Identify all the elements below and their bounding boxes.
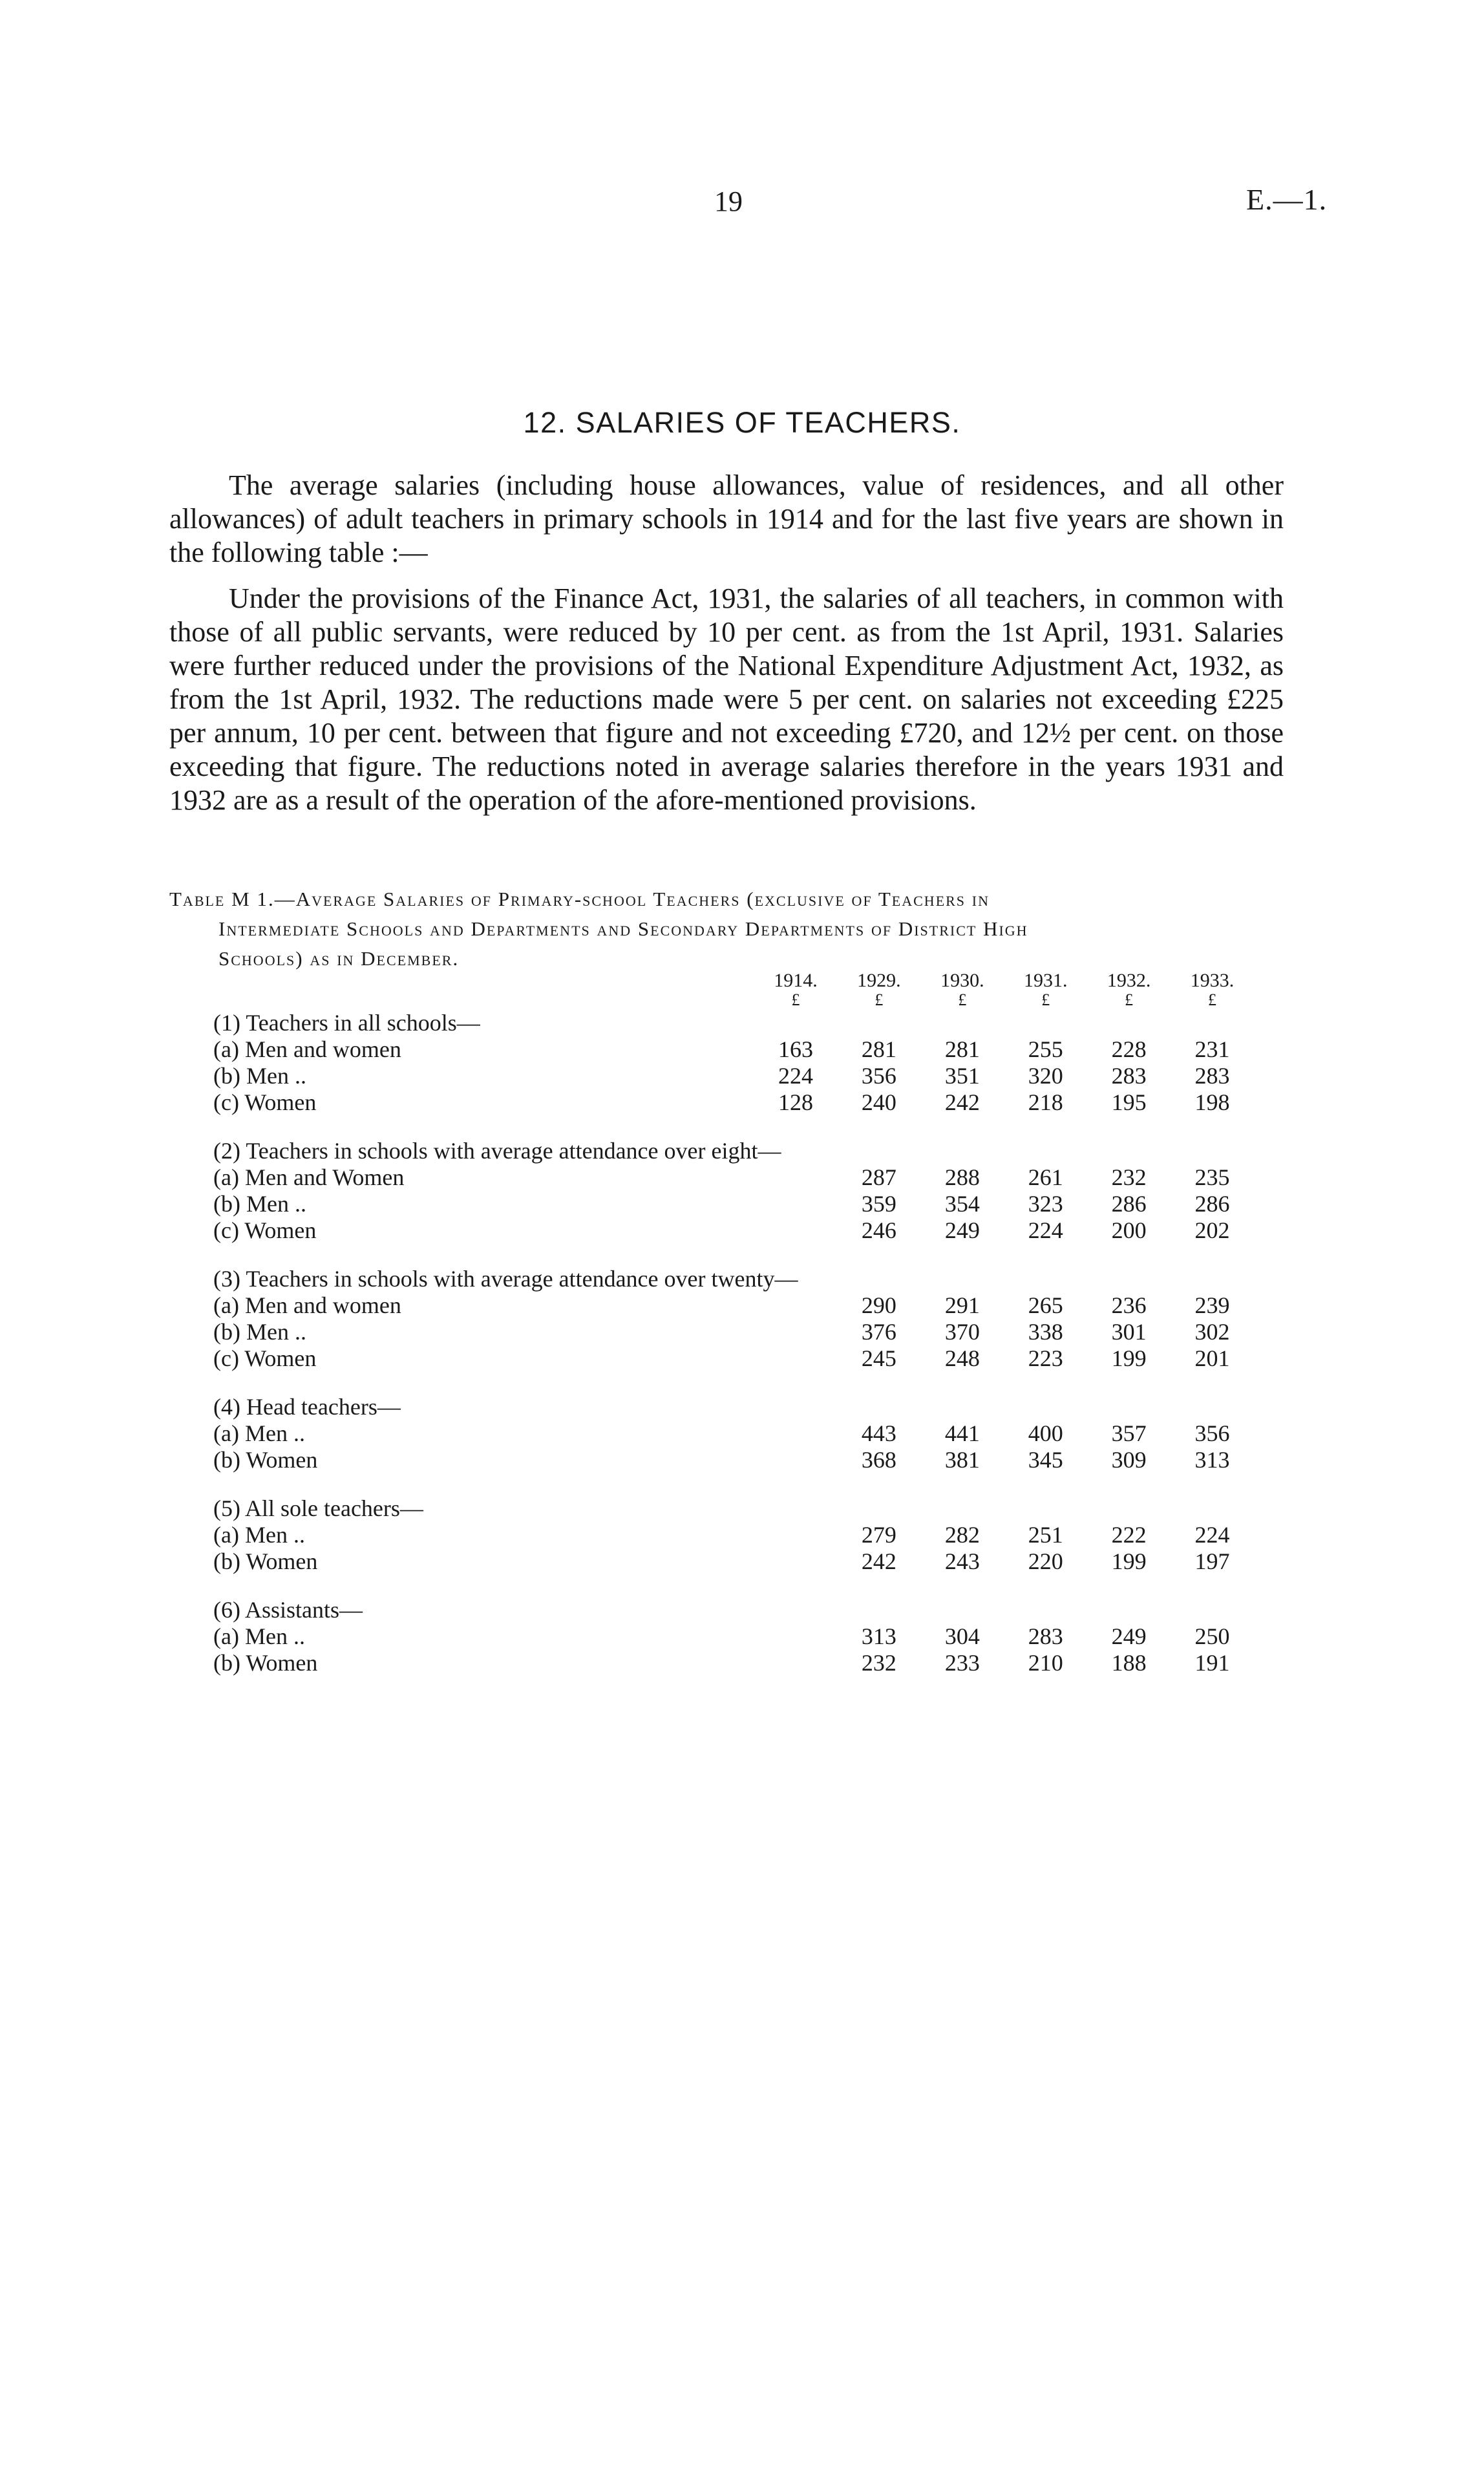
- intro-paragraph: The average salaries (including house allowances, value of residences, and all other allowances) of adult teachers in primary schools in 1914 and for the last five years are shown in the following table :—: [169, 469, 1284, 568]
- salary-cell: [754, 1447, 838, 1473]
- group-label: (1) Teachers in all schools—: [213, 1010, 480, 1036]
- salary-cell: [754, 1217, 838, 1244]
- salary-cell: 198: [1194, 1089, 1230, 1115]
- salary-cell: 376: [861, 1319, 896, 1345]
- salary-cell: 250: [1194, 1623, 1230, 1649]
- salary-cell: 222: [1111, 1522, 1147, 1548]
- salary-cell: [754, 1548, 838, 1575]
- row-label: (b) Women: [213, 1650, 318, 1676]
- table-row: [213, 1623, 1254, 1650]
- group-label-row: [213, 1266, 1254, 1292]
- salary-cell: 323: [1028, 1191, 1063, 1217]
- salary-cell: 286: [1111, 1191, 1147, 1217]
- reductions-paragraph: Under the provisions of the Finance Act, 1931, the salaries of all teachers, in common with those of all public servants, were reduced by 10 per cent. as from the 1st April, 1931. Salaries were further reduced under the provisions of the National Expenditure Adjustment Act, 1932, as from the 1st April, 1932. The reductions made were 5 per cent. on salaries not exceeding £225 per annum, 10 per cent. between that figure and not exceeding £720, and 12½ per cent. on those exceeding that figure. The reductions noted in average salaries therefore in the years 1931 and 1932 are as a result of the operation of the afore-mentioned provisions.: [169, 583, 1284, 816]
- salary-cell: 357: [1111, 1420, 1147, 1446]
- row-label: (a) Men ..: [213, 1420, 305, 1446]
- salary-cell: 218: [1028, 1089, 1063, 1115]
- salary-cell: 309: [1111, 1447, 1147, 1473]
- table-body: [213, 1010, 1254, 1676]
- spacer-cell: [213, 1575, 1254, 1597]
- group-spacer: [213, 1473, 1254, 1495]
- section-heading: 12. SALARIES OF TEACHERS.: [523, 406, 961, 439]
- spacer-cell: [213, 1116, 1254, 1138]
- group-label: (5) All sole teachers—: [213, 1495, 423, 1521]
- salary-cell: [754, 1345, 838, 1372]
- salary-cell: 283: [1028, 1623, 1063, 1649]
- salary-cell: 232: [861, 1650, 896, 1676]
- row-label: (b) Women: [213, 1447, 318, 1473]
- table-caption-line-3: Schools) as in December.: [218, 947, 460, 970]
- salary-cell: [754, 1650, 838, 1676]
- group-label: (3) Teachers in schools with average attendance over twenty—: [213, 1266, 798, 1292]
- salary-cell: 224: [1194, 1522, 1230, 1548]
- salary-cell: 282: [944, 1522, 980, 1548]
- salary-cell: 128: [778, 1089, 813, 1115]
- group-label-row: [213, 1010, 1254, 1036]
- table-row: [213, 1420, 1254, 1447]
- table-caption-line-2: Intermediate Schools and Departments and Secondary Departments of District High: [218, 917, 1028, 940]
- year-header: 1931. £: [1023, 970, 1068, 1009]
- salary-cell: [754, 1191, 838, 1217]
- salary-cell: 283: [1194, 1063, 1230, 1089]
- table-caption-line-1: Table M 1.—Average Salaries of Primary-school Teachers (exclusive of Teachers in: [169, 888, 990, 910]
- salary-cell: 236: [1111, 1292, 1147, 1318]
- row-label: (a) Men and Women: [213, 1164, 405, 1190]
- header-spacer: [213, 971, 754, 1010]
- group-label: (4) Head teachers—: [213, 1394, 401, 1420]
- row-label: (b) Women: [213, 1548, 318, 1574]
- row-label: (a) Men ..: [213, 1623, 305, 1649]
- salary-cell: 281: [861, 1036, 896, 1062]
- salary-cell: 338: [1028, 1319, 1063, 1345]
- salary-cell: 265: [1028, 1292, 1063, 1318]
- row-label: (a) Men and women: [213, 1292, 401, 1318]
- salary-cell: 356: [861, 1063, 896, 1089]
- salary-cell: 291: [944, 1292, 980, 1318]
- spacer-cell: [213, 1244, 1254, 1266]
- year-header: 1932. £: [1107, 970, 1151, 1009]
- salary-cell: 443: [861, 1420, 896, 1446]
- document-reference: E.—1.: [1246, 183, 1328, 216]
- group-label-row: [213, 1394, 1254, 1420]
- salary-cell: 441: [944, 1420, 980, 1446]
- row-label: (c) Women: [213, 1217, 317, 1243]
- salary-cell: 223: [1028, 1345, 1063, 1371]
- salary-cell: 249: [944, 1217, 980, 1243]
- salary-cell: 202: [1194, 1217, 1230, 1243]
- salary-cell: 301: [1111, 1319, 1147, 1345]
- salary-cell: 191: [1194, 1650, 1230, 1676]
- table-caption: [169, 884, 1284, 974]
- year-header: 1930. £: [940, 970, 984, 1009]
- year-header: 1914. £: [774, 970, 818, 1009]
- salary-cell: 231: [1194, 1036, 1230, 1062]
- group-label-row: [213, 1597, 1254, 1623]
- salary-cell: 201: [1194, 1345, 1230, 1371]
- group-label-row: [213, 1138, 1254, 1164]
- salary-cell: 313: [1194, 1447, 1230, 1473]
- table-header-row: [213, 971, 1254, 1010]
- table-row: [213, 1650, 1254, 1676]
- group-spacer: [213, 1575, 1254, 1597]
- salary-cell: 249: [1111, 1623, 1147, 1649]
- group-label: (6) Assistants—: [213, 1597, 363, 1623]
- salary-cell: 356: [1194, 1420, 1230, 1446]
- row-label: (b) Men ..: [213, 1191, 306, 1217]
- salary-cell: 359: [861, 1191, 896, 1217]
- salary-cell: 242: [944, 1089, 980, 1115]
- group-spacer: [213, 1372, 1254, 1394]
- salary-cell: 279: [861, 1522, 896, 1548]
- row-label: (b) Men ..: [213, 1319, 306, 1345]
- salary-cell: 240: [861, 1089, 896, 1115]
- row-label: (c) Women: [213, 1345, 317, 1371]
- table-row: [213, 1164, 1254, 1191]
- salary-cell: 248: [944, 1345, 980, 1371]
- salary-cell: [754, 1522, 838, 1548]
- table-row: [213, 1522, 1254, 1548]
- salary-cell: 232: [1111, 1164, 1147, 1190]
- row-label: (a) Men and women: [213, 1036, 401, 1062]
- group-spacer: [213, 1244, 1254, 1266]
- spacer-cell: [213, 1473, 1254, 1495]
- table-row: [213, 1089, 1254, 1116]
- salary-cell: 163: [778, 1036, 813, 1062]
- table-row: [213, 1191, 1254, 1217]
- page-number: 19: [714, 186, 743, 217]
- salary-cell: 235: [1194, 1164, 1230, 1190]
- table-row: [213, 1036, 1254, 1063]
- salary-cell: 210: [1028, 1650, 1063, 1676]
- salary-cell: 200: [1111, 1217, 1147, 1243]
- salary-cell: 281: [944, 1036, 980, 1062]
- salary-cell: 242: [861, 1548, 896, 1574]
- salary-cell: 320: [1028, 1063, 1063, 1089]
- salary-cell: 304: [944, 1623, 980, 1649]
- salary-cell: [754, 1164, 838, 1191]
- salary-cell: 370: [944, 1319, 980, 1345]
- table-row: [213, 1063, 1254, 1089]
- table-row: [213, 1292, 1254, 1319]
- salary-cell: 302: [1194, 1319, 1230, 1345]
- table-row: [213, 1217, 1254, 1244]
- salary-cell: 243: [944, 1548, 980, 1574]
- salary-cell: 288: [944, 1164, 980, 1190]
- salary-cell: 290: [861, 1292, 896, 1318]
- salary-cell: 381: [944, 1447, 980, 1473]
- salary-cell: 345: [1028, 1447, 1063, 1473]
- salary-cell: 224: [1028, 1217, 1063, 1243]
- salary-cell: 251: [1028, 1522, 1063, 1548]
- row-label: (b) Men ..: [213, 1063, 306, 1089]
- row-label: (c) Women: [213, 1089, 317, 1115]
- salary-cell: 354: [944, 1191, 980, 1217]
- spacer-cell: [213, 1372, 1254, 1394]
- salary-cell: 239: [1194, 1292, 1230, 1318]
- year-header: 1929. £: [857, 970, 901, 1009]
- salary-cell: 286: [1194, 1191, 1230, 1217]
- salary-cell: 246: [861, 1217, 896, 1243]
- salary-cell: 220: [1028, 1548, 1063, 1574]
- salary-cell: 287: [861, 1164, 896, 1190]
- salary-cell: 188: [1111, 1650, 1147, 1676]
- salary-cell: 195: [1111, 1089, 1147, 1115]
- table-row: [213, 1548, 1254, 1575]
- salary-cell: 199: [1111, 1548, 1147, 1574]
- salary-cell: 283: [1111, 1063, 1147, 1089]
- salaries-table: [213, 971, 1254, 1676]
- table-row: [213, 1447, 1254, 1473]
- salary-cell: 400: [1028, 1420, 1063, 1446]
- group-label-row: [213, 1495, 1254, 1522]
- salary-cell: 255: [1028, 1036, 1063, 1062]
- group-label: (2) Teachers in schools with average attendance over eight—: [213, 1138, 781, 1164]
- table-row: [213, 1345, 1254, 1372]
- salary-cell: 261: [1028, 1164, 1063, 1190]
- salary-cell: 199: [1111, 1345, 1147, 1371]
- salary-cell: [754, 1420, 838, 1447]
- salary-cell: 313: [861, 1623, 896, 1649]
- row-label: (a) Men ..: [213, 1522, 305, 1548]
- salary-cell: [754, 1292, 838, 1319]
- year-header: 1933. £: [1190, 970, 1235, 1009]
- salary-cell: 228: [1111, 1036, 1147, 1062]
- salary-cell: 351: [944, 1063, 980, 1089]
- salary-cell: 197: [1194, 1548, 1230, 1574]
- salary-cell: 245: [861, 1345, 896, 1371]
- salary-cell: [754, 1623, 838, 1650]
- salary-cell: 233: [944, 1650, 980, 1676]
- group-spacer: [213, 1116, 1254, 1138]
- table-row: [213, 1319, 1254, 1345]
- salary-cell: 368: [861, 1447, 896, 1473]
- salary-cell: 224: [778, 1063, 813, 1089]
- salary-cell: [754, 1319, 838, 1345]
